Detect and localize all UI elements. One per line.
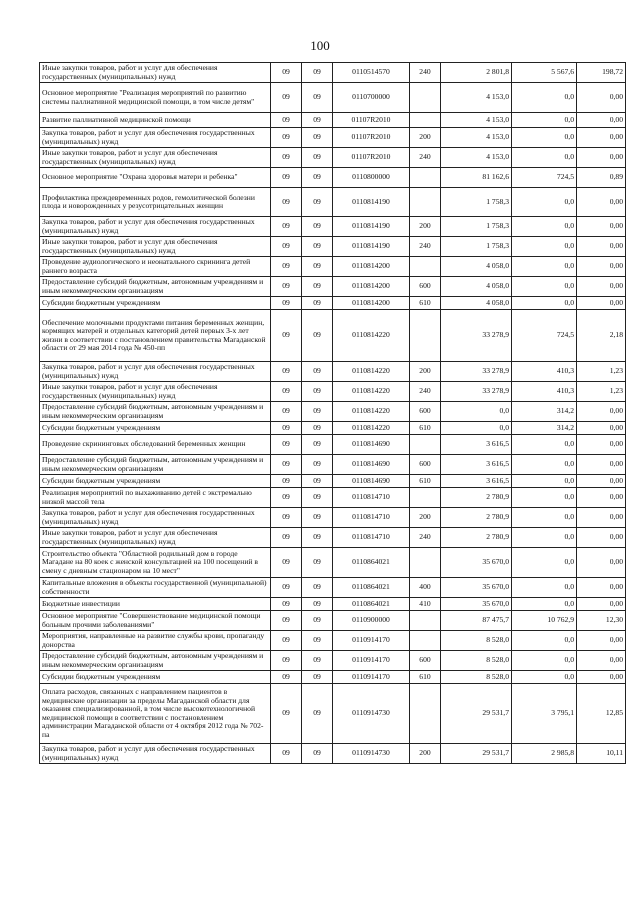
execution-percent: 0,00 (577, 455, 626, 475)
execution-percent: 0,00 (577, 277, 626, 297)
row-name: Развитие паллиативной медицинской помощи (40, 113, 271, 128)
table-row (40, 148, 626, 168)
target-article-code: 0110814220 (333, 382, 410, 402)
expense-type-code: 200 (410, 508, 441, 528)
row-name: Иные закупки товаров, работ и услуг для обеспечения государственных (муниципальных) нужд (40, 382, 271, 402)
planned-amount: 81 162,6 (441, 168, 512, 188)
expense-type-code: 600 (410, 402, 441, 422)
subsection-code: 09 (302, 237, 333, 257)
section-code: 09 (271, 528, 302, 548)
target-article-code: 0110814690 (333, 455, 410, 475)
subsection-code: 09 (302, 508, 333, 528)
table-row (40, 297, 626, 310)
executed-amount: 10 762,9 (512, 611, 577, 631)
row-name: Закупка товаров, работ и услуг для обеспечения государственных (муниципальных) нужд (40, 217, 271, 237)
expense-type-code (410, 83, 441, 113)
execution-percent: 0,00 (577, 257, 626, 277)
planned-amount: 8 528,0 (441, 651, 512, 671)
row-name: Основное мероприятие "Реализация мероприятий по развитию системы паллиативной медицинской помощи, в том числе детям" (40, 83, 271, 113)
table-row (40, 435, 626, 455)
table-row (40, 277, 626, 297)
executed-amount: 0,0 (512, 455, 577, 475)
section-code: 09 (271, 382, 302, 402)
subsection-code: 09 (302, 382, 333, 402)
subsection-code: 09 (302, 548, 333, 578)
planned-amount: 33 278,9 (441, 310, 512, 362)
section-code: 09 (271, 671, 302, 684)
table-row (40, 310, 626, 362)
section-code: 09 (271, 257, 302, 277)
executed-amount: 0,0 (512, 217, 577, 237)
executed-amount: 0,0 (512, 188, 577, 217)
execution-percent: 0,00 (577, 402, 626, 422)
executed-amount: 0,0 (512, 528, 577, 548)
planned-amount: 1 758,3 (441, 217, 512, 237)
execution-percent: 0,00 (577, 148, 626, 168)
execution-percent: 2,18 (577, 310, 626, 362)
execution-percent: 0,00 (577, 631, 626, 651)
table-row (40, 578, 626, 598)
executed-amount: 5 567,6 (512, 63, 577, 83)
executed-amount: 314,2 (512, 422, 577, 435)
execution-percent: 1,23 (577, 382, 626, 402)
row-name: Закупка товаров, работ и услуг для обеспечения государственных (муниципальных) нужд (40, 362, 271, 382)
row-name: Субсидии бюджетным учреждениям (40, 475, 271, 488)
table-row (40, 402, 626, 422)
target-article-code: 0110814200 (333, 297, 410, 310)
table-row (40, 684, 626, 744)
row-name: Оплата расходов, связанных с направлением пациентов в медицинские организации за пределы Магаданской области для оказания специализированной, в том числе высокотехнологичной медицинской помощи в соответствии с постановлением администрации Магаданской области от 4 октября 2012 года № 702-па (40, 684, 271, 744)
row-name: Капитальные вложения в объекты государственной (муниципальной) собственности (40, 578, 271, 598)
target-article-code: 0110814710 (333, 488, 410, 508)
executed-amount: 0,0 (512, 548, 577, 578)
executed-amount: 314,2 (512, 402, 577, 422)
executed-amount: 0,0 (512, 475, 577, 488)
row-name: Строительство объекта "Областной родильный дом в городе Магадане на 80 коек с женской консультацией на 100 посещений в смену с дневным стационаром на 10 мест" (40, 548, 271, 578)
executed-amount: 410,3 (512, 362, 577, 382)
expense-type-code (410, 548, 441, 578)
section-code: 09 (271, 422, 302, 435)
section-code: 09 (271, 488, 302, 508)
subsection-code: 09 (302, 188, 333, 217)
expense-type-code: 200 (410, 744, 441, 764)
expense-type-code: 410 (410, 598, 441, 611)
section-code: 09 (271, 684, 302, 744)
planned-amount: 2 780,9 (441, 508, 512, 528)
row-name: Предоставление субсидий бюджетным, автономным учреждениям и иным некоммерческим организациям (40, 277, 271, 297)
section-code: 09 (271, 83, 302, 113)
subsection-code: 09 (302, 598, 333, 611)
row-name: Субсидии бюджетным учреждениям (40, 297, 271, 310)
subsection-code: 09 (302, 671, 333, 684)
section-code: 09 (271, 548, 302, 578)
subsection-code: 09 (302, 297, 333, 310)
expense-type-code (410, 631, 441, 651)
subsection-code: 09 (302, 528, 333, 548)
executed-amount: 0,0 (512, 257, 577, 277)
subsection-code: 09 (302, 744, 333, 764)
section-code: 09 (271, 508, 302, 528)
execution-percent: 0,00 (577, 528, 626, 548)
target-article-code: 0110914170 (333, 671, 410, 684)
target-article-code: 0110814190 (333, 237, 410, 257)
execution-percent: 0,00 (577, 508, 626, 528)
row-name: Реализация мероприятий по выхаживанию детей с экстремально низкой массой тела (40, 488, 271, 508)
expense-type-code: 200 (410, 217, 441, 237)
subsection-code: 09 (302, 631, 333, 651)
execution-percent: 0,00 (577, 475, 626, 488)
execution-percent: 0,00 (577, 83, 626, 113)
executed-amount: 0,0 (512, 277, 577, 297)
expense-type-code (410, 611, 441, 631)
target-article-code: 0110864021 (333, 578, 410, 598)
executed-amount: 0,0 (512, 631, 577, 651)
page-number: 100 (310, 38, 330, 53)
row-name: Субсидии бюджетным учреждениям (40, 422, 271, 435)
section-code: 09 (271, 744, 302, 764)
target-article-code: 0110814200 (333, 257, 410, 277)
subsection-code: 09 (302, 422, 333, 435)
section-code: 09 (271, 188, 302, 217)
planned-amount: 33 278,9 (441, 382, 512, 402)
table-row (40, 671, 626, 684)
planned-amount: 3 616,5 (441, 435, 512, 455)
table-row (40, 217, 626, 237)
table-row (40, 548, 626, 578)
target-article-code: 0110814220 (333, 362, 410, 382)
subsection-code: 09 (302, 435, 333, 455)
planned-amount: 0,0 (441, 422, 512, 435)
subsection-code: 09 (302, 402, 333, 422)
row-name: Обеспечение молочными продуктами питания беременных женщин, кормящих матерей и отдельных категорий детей первых 3-х лет жизни в соответствии с постановлением правительства Магаданской области от 29 мая 2014 года № 450-пп (40, 310, 271, 362)
planned-amount: 87 475,7 (441, 611, 512, 631)
section-code: 09 (271, 277, 302, 297)
table-row (40, 63, 626, 83)
subsection-code: 09 (302, 113, 333, 128)
subsection-code: 09 (302, 63, 333, 83)
expense-type-code (410, 435, 441, 455)
target-article-code: 0110914730 (333, 684, 410, 744)
planned-amount: 4 058,0 (441, 257, 512, 277)
expense-type-code (410, 684, 441, 744)
planned-amount: 4 153,0 (441, 148, 512, 168)
planned-amount: 35 670,0 (441, 548, 512, 578)
target-article-code: 0110814690 (333, 435, 410, 455)
row-name: Иные закупки товаров, работ и услуг для обеспечения государственных (муниципальных) нужд (40, 148, 271, 168)
execution-percent: 12,85 (577, 684, 626, 744)
subsection-code: 09 (302, 257, 333, 277)
subsection-code: 09 (302, 475, 333, 488)
executed-amount: 0,0 (512, 435, 577, 455)
section-code: 09 (271, 362, 302, 382)
executed-amount: 0,0 (512, 671, 577, 684)
planned-amount: 3 616,5 (441, 475, 512, 488)
section-code: 09 (271, 578, 302, 598)
target-article-code: 0110514570 (333, 63, 410, 83)
execution-percent: 0,00 (577, 128, 626, 148)
table-row (40, 475, 626, 488)
section-code: 09 (271, 63, 302, 83)
section-code: 09 (271, 113, 302, 128)
expense-type-code: 610 (410, 475, 441, 488)
planned-amount: 1 758,3 (441, 188, 512, 217)
budget-table (39, 62, 626, 764)
planned-amount: 8 528,0 (441, 671, 512, 684)
subsection-code: 09 (302, 310, 333, 362)
row-name: Основное мероприятие "Охрана здоровья матери и ребенка" (40, 168, 271, 188)
expense-type-code: 610 (410, 671, 441, 684)
table-row (40, 128, 626, 148)
planned-amount: 4 058,0 (441, 297, 512, 310)
expense-type-code: 400 (410, 578, 441, 598)
planned-amount: 35 670,0 (441, 598, 512, 611)
subsection-code: 09 (302, 611, 333, 631)
execution-percent: 0,00 (577, 422, 626, 435)
table-row (40, 83, 626, 113)
executed-amount: 0,0 (512, 237, 577, 257)
subsection-code: 09 (302, 651, 333, 671)
target-article-code: 01107R2010 (333, 148, 410, 168)
expense-type-code (410, 310, 441, 362)
planned-amount: 1 758,3 (441, 237, 512, 257)
target-article-code: 0110814710 (333, 508, 410, 528)
table-row (40, 113, 626, 128)
expense-type-code (410, 168, 441, 188)
planned-amount: 8 528,0 (441, 631, 512, 651)
row-name: Бюджетные инвестиции (40, 598, 271, 611)
subsection-code: 09 (302, 277, 333, 297)
execution-percent: 1,23 (577, 362, 626, 382)
subsection-code: 09 (302, 217, 333, 237)
section-code: 09 (271, 651, 302, 671)
row-name: Субсидии бюджетным учреждениям (40, 671, 271, 684)
target-article-code: 0110914170 (333, 651, 410, 671)
section-code: 09 (271, 148, 302, 168)
table-row (40, 631, 626, 651)
target-article-code: 0110914170 (333, 631, 410, 651)
expense-type-code (410, 113, 441, 128)
expense-type-code (410, 188, 441, 217)
row-name: Проведение аудиологического и неонатального скрининга детей раннего возраста (40, 257, 271, 277)
target-article-code: 01107R2010 (333, 113, 410, 128)
target-article-code: 0110814220 (333, 310, 410, 362)
row-name: Предоставление субсидий бюджетным, автономным учреждениям и иным некоммерческим организациям (40, 455, 271, 475)
executed-amount: 0,0 (512, 128, 577, 148)
table-row (40, 257, 626, 277)
planned-amount: 4 153,0 (441, 113, 512, 128)
target-article-code: 0110814190 (333, 217, 410, 237)
planned-amount: 0,0 (441, 402, 512, 422)
table-row (40, 611, 626, 631)
subsection-code: 09 (302, 168, 333, 188)
execution-percent: 0,00 (577, 237, 626, 257)
section-code: 09 (271, 475, 302, 488)
execution-percent: 12,30 (577, 611, 626, 631)
table-row (40, 455, 626, 475)
section-code: 09 (271, 402, 302, 422)
planned-amount: 4 058,0 (441, 277, 512, 297)
subsection-code: 09 (302, 148, 333, 168)
planned-amount: 4 153,0 (441, 128, 512, 148)
target-article-code: 0110864021 (333, 598, 410, 611)
row-name: Проведение скрининговых обследований беременных женщин (40, 435, 271, 455)
target-article-code: 0110814220 (333, 402, 410, 422)
executed-amount: 724,5 (512, 168, 577, 188)
subsection-code: 09 (302, 455, 333, 475)
execution-percent: 0,00 (577, 435, 626, 455)
expense-type-code: 600 (410, 651, 441, 671)
execution-percent: 0,00 (577, 651, 626, 671)
execution-percent: 0,00 (577, 113, 626, 128)
section-code: 09 (271, 168, 302, 188)
target-article-code: 0110814710 (333, 528, 410, 548)
execution-percent: 0,89 (577, 168, 626, 188)
target-article-code: 01107R2010 (333, 128, 410, 148)
planned-amount: 29 531,7 (441, 744, 512, 764)
expense-type-code: 200 (410, 362, 441, 382)
target-article-code: 0110814220 (333, 422, 410, 435)
execution-percent: 0,00 (577, 548, 626, 578)
table-row (40, 528, 626, 548)
execution-percent: 0,00 (577, 297, 626, 310)
section-code: 09 (271, 310, 302, 362)
execution-percent: 10,11 (577, 744, 626, 764)
expense-type-code: 240 (410, 528, 441, 548)
execution-percent: 198,72 (577, 63, 626, 83)
target-article-code: 0110700000 (333, 83, 410, 113)
executed-amount: 0,0 (512, 488, 577, 508)
expense-type-code: 240 (410, 237, 441, 257)
row-name: Иные закупки товаров, работ и услуг для обеспечения государственных (муниципальных) нужд (40, 237, 271, 257)
executed-amount: 410,3 (512, 382, 577, 402)
subsection-code: 09 (302, 684, 333, 744)
expense-type-code (410, 488, 441, 508)
planned-amount: 2 801,8 (441, 63, 512, 83)
execution-percent: 0,00 (577, 671, 626, 684)
row-name: Основное мероприятие "Совершенствование медицинской помощи больным прочими заболеваниями" (40, 611, 271, 631)
executed-amount: 0,0 (512, 598, 577, 611)
subsection-code: 09 (302, 488, 333, 508)
table-row (40, 598, 626, 611)
row-name: Предоставление субсидий бюджетным, автономным учреждениям и иным некоммерческим организациям (40, 402, 271, 422)
section-code: 09 (271, 455, 302, 475)
expense-type-code: 610 (410, 422, 441, 435)
row-name: Закупка товаров, работ и услуг для обеспечения государственных (муниципальных) нужд (40, 508, 271, 528)
target-article-code: 0110864021 (333, 548, 410, 578)
expense-type-code (410, 257, 441, 277)
executed-amount: 2 985,8 (512, 744, 577, 764)
planned-amount: 2 780,9 (441, 488, 512, 508)
section-code: 09 (271, 217, 302, 237)
section-code: 09 (271, 435, 302, 455)
executed-amount: 0,0 (512, 83, 577, 113)
planned-amount: 3 616,5 (441, 455, 512, 475)
planned-amount: 33 278,9 (441, 362, 512, 382)
target-article-code: 0110800000 (333, 168, 410, 188)
row-name: Мероприятия, направленные на развитие службы крови, пропаганду донорства (40, 631, 271, 651)
row-name: Предоставление субсидий бюджетным, автономным учреждениям и иным некоммерческим организациям (40, 651, 271, 671)
table-row (40, 422, 626, 435)
executed-amount: 0,0 (512, 651, 577, 671)
executed-amount: 724,5 (512, 310, 577, 362)
executed-amount: 3 795,1 (512, 684, 577, 744)
section-code: 09 (271, 237, 302, 257)
executed-amount: 0,0 (512, 113, 577, 128)
table-row (40, 508, 626, 528)
executed-amount: 0,0 (512, 508, 577, 528)
expense-type-code: 240 (410, 63, 441, 83)
row-name: Иные закупки товаров, работ и услуг для обеспечения государственных (муниципальных) нужд (40, 63, 271, 83)
table-row (40, 237, 626, 257)
execution-percent: 0,00 (577, 488, 626, 508)
section-code: 09 (271, 631, 302, 651)
executed-amount: 0,0 (512, 148, 577, 168)
subsection-code: 09 (302, 578, 333, 598)
planned-amount: 4 153,0 (441, 83, 512, 113)
section-code: 09 (271, 611, 302, 631)
table-row (40, 744, 626, 764)
subsection-code: 09 (302, 83, 333, 113)
execution-percent: 0,00 (577, 217, 626, 237)
target-article-code: 0110814200 (333, 277, 410, 297)
table-row (40, 651, 626, 671)
expense-type-code: 610 (410, 297, 441, 310)
subsection-code: 09 (302, 362, 333, 382)
subsection-code: 09 (302, 128, 333, 148)
target-article-code: 0110914730 (333, 744, 410, 764)
planned-amount: 2 780,9 (441, 528, 512, 548)
expense-type-code: 240 (410, 382, 441, 402)
table-row (40, 382, 626, 402)
execution-percent: 0,00 (577, 188, 626, 217)
execution-percent: 0,00 (577, 578, 626, 598)
row-name: Закупка товаров, работ и услуг для обеспечения государственных (муниципальных) нужд (40, 744, 271, 764)
target-article-code: 0110900000 (333, 611, 410, 631)
table-row (40, 488, 626, 508)
table-row (40, 362, 626, 382)
budget-table-body (40, 63, 626, 764)
section-code: 09 (271, 598, 302, 611)
expense-type-code: 600 (410, 277, 441, 297)
expense-type-code: 600 (410, 455, 441, 475)
expense-type-code: 200 (410, 128, 441, 148)
row-name: Профилактика преждевременных родов, гемолитической болезни плода и новорожденных у резусотрицательных женщин (40, 188, 271, 217)
expense-type-code: 240 (410, 148, 441, 168)
planned-amount: 35 670,0 (441, 578, 512, 598)
execution-percent: 0,00 (577, 598, 626, 611)
table-row (40, 168, 626, 188)
target-article-code: 0110814190 (333, 188, 410, 217)
executed-amount: 0,0 (512, 297, 577, 310)
executed-amount: 0,0 (512, 578, 577, 598)
row-name: Закупка товаров, работ и услуг для обеспечения государственных (муниципальных) нужд (40, 128, 271, 148)
section-code: 09 (271, 128, 302, 148)
table-row (40, 188, 626, 217)
section-code: 09 (271, 297, 302, 310)
row-name: Иные закупки товаров, работ и услуг для обеспечения государственных (муниципальных) нужд (40, 528, 271, 548)
target-article-code: 0110814690 (333, 475, 410, 488)
planned-amount: 29 531,7 (441, 684, 512, 744)
